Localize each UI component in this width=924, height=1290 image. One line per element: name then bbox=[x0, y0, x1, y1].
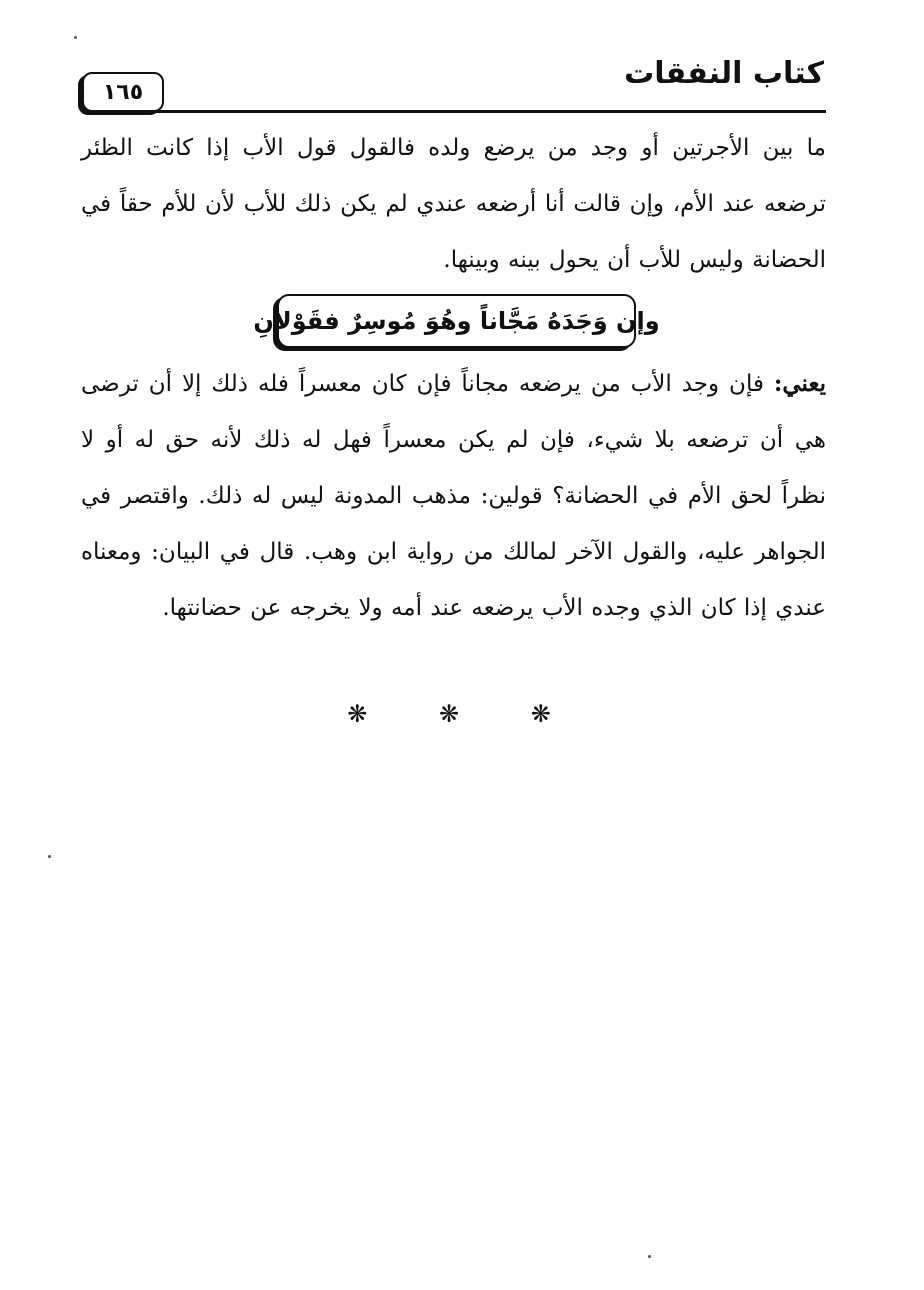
scan-speck bbox=[74, 36, 77, 39]
paragraph-2-lead: يعني: bbox=[773, 370, 826, 397]
divider-mark: ❋ bbox=[438, 700, 486, 728]
running-title: كتاب النفقات bbox=[624, 56, 824, 91]
matn-text: وإن وَجَدَهُ مَجَّاناً وهُوَ مُوسِرٌ فقَوْلانِ bbox=[253, 307, 660, 335]
header-rule bbox=[84, 110, 826, 113]
scan-speck bbox=[648, 1255, 651, 1258]
page-number: ١٦٥ bbox=[82, 72, 164, 112]
paragraph-2 bbox=[81, 356, 826, 636]
divider-mark: ❋ bbox=[347, 700, 394, 728]
section-divider bbox=[0, 700, 924, 728]
divider-mark: ❋ bbox=[530, 700, 577, 728]
paragraph-1: ما بين الأجرتين أو وجد من يرضع ولده فالقول قول الأب إذا كانت الظئر ترضعه عند الأم، وإن قالت أنا أرضعه عندي لم يكن ذلك للأب لأن للأم حقاً في الحضانة وليس للأب أن يحول بينه وبينها. bbox=[81, 135, 826, 273]
matn-box bbox=[253, 294, 660, 348]
scan-speck bbox=[48, 855, 51, 858]
paragraph-2-text: فإن وجد الأب من يرضعه مجاناً فإن كان معسراً فله ذلك إلا أن ترضى هي أن ترضعه بلا شيء، فإن لم يكن معسراً فهل له ذلك لأنه حق له أو لا نظراً لحق الأم في الحضانة؟ قولين: مذهب المدونة ليس له ذلك. واقتصر في الجواهر عليه، والقول الآخر لمالك من رواية ابن وهب. قال في البيان: ومعناه عندي إذا كان الذي وجده الأب يرضعه عند أمه ولا يخرجه عن حضانتها. bbox=[81, 371, 826, 621]
